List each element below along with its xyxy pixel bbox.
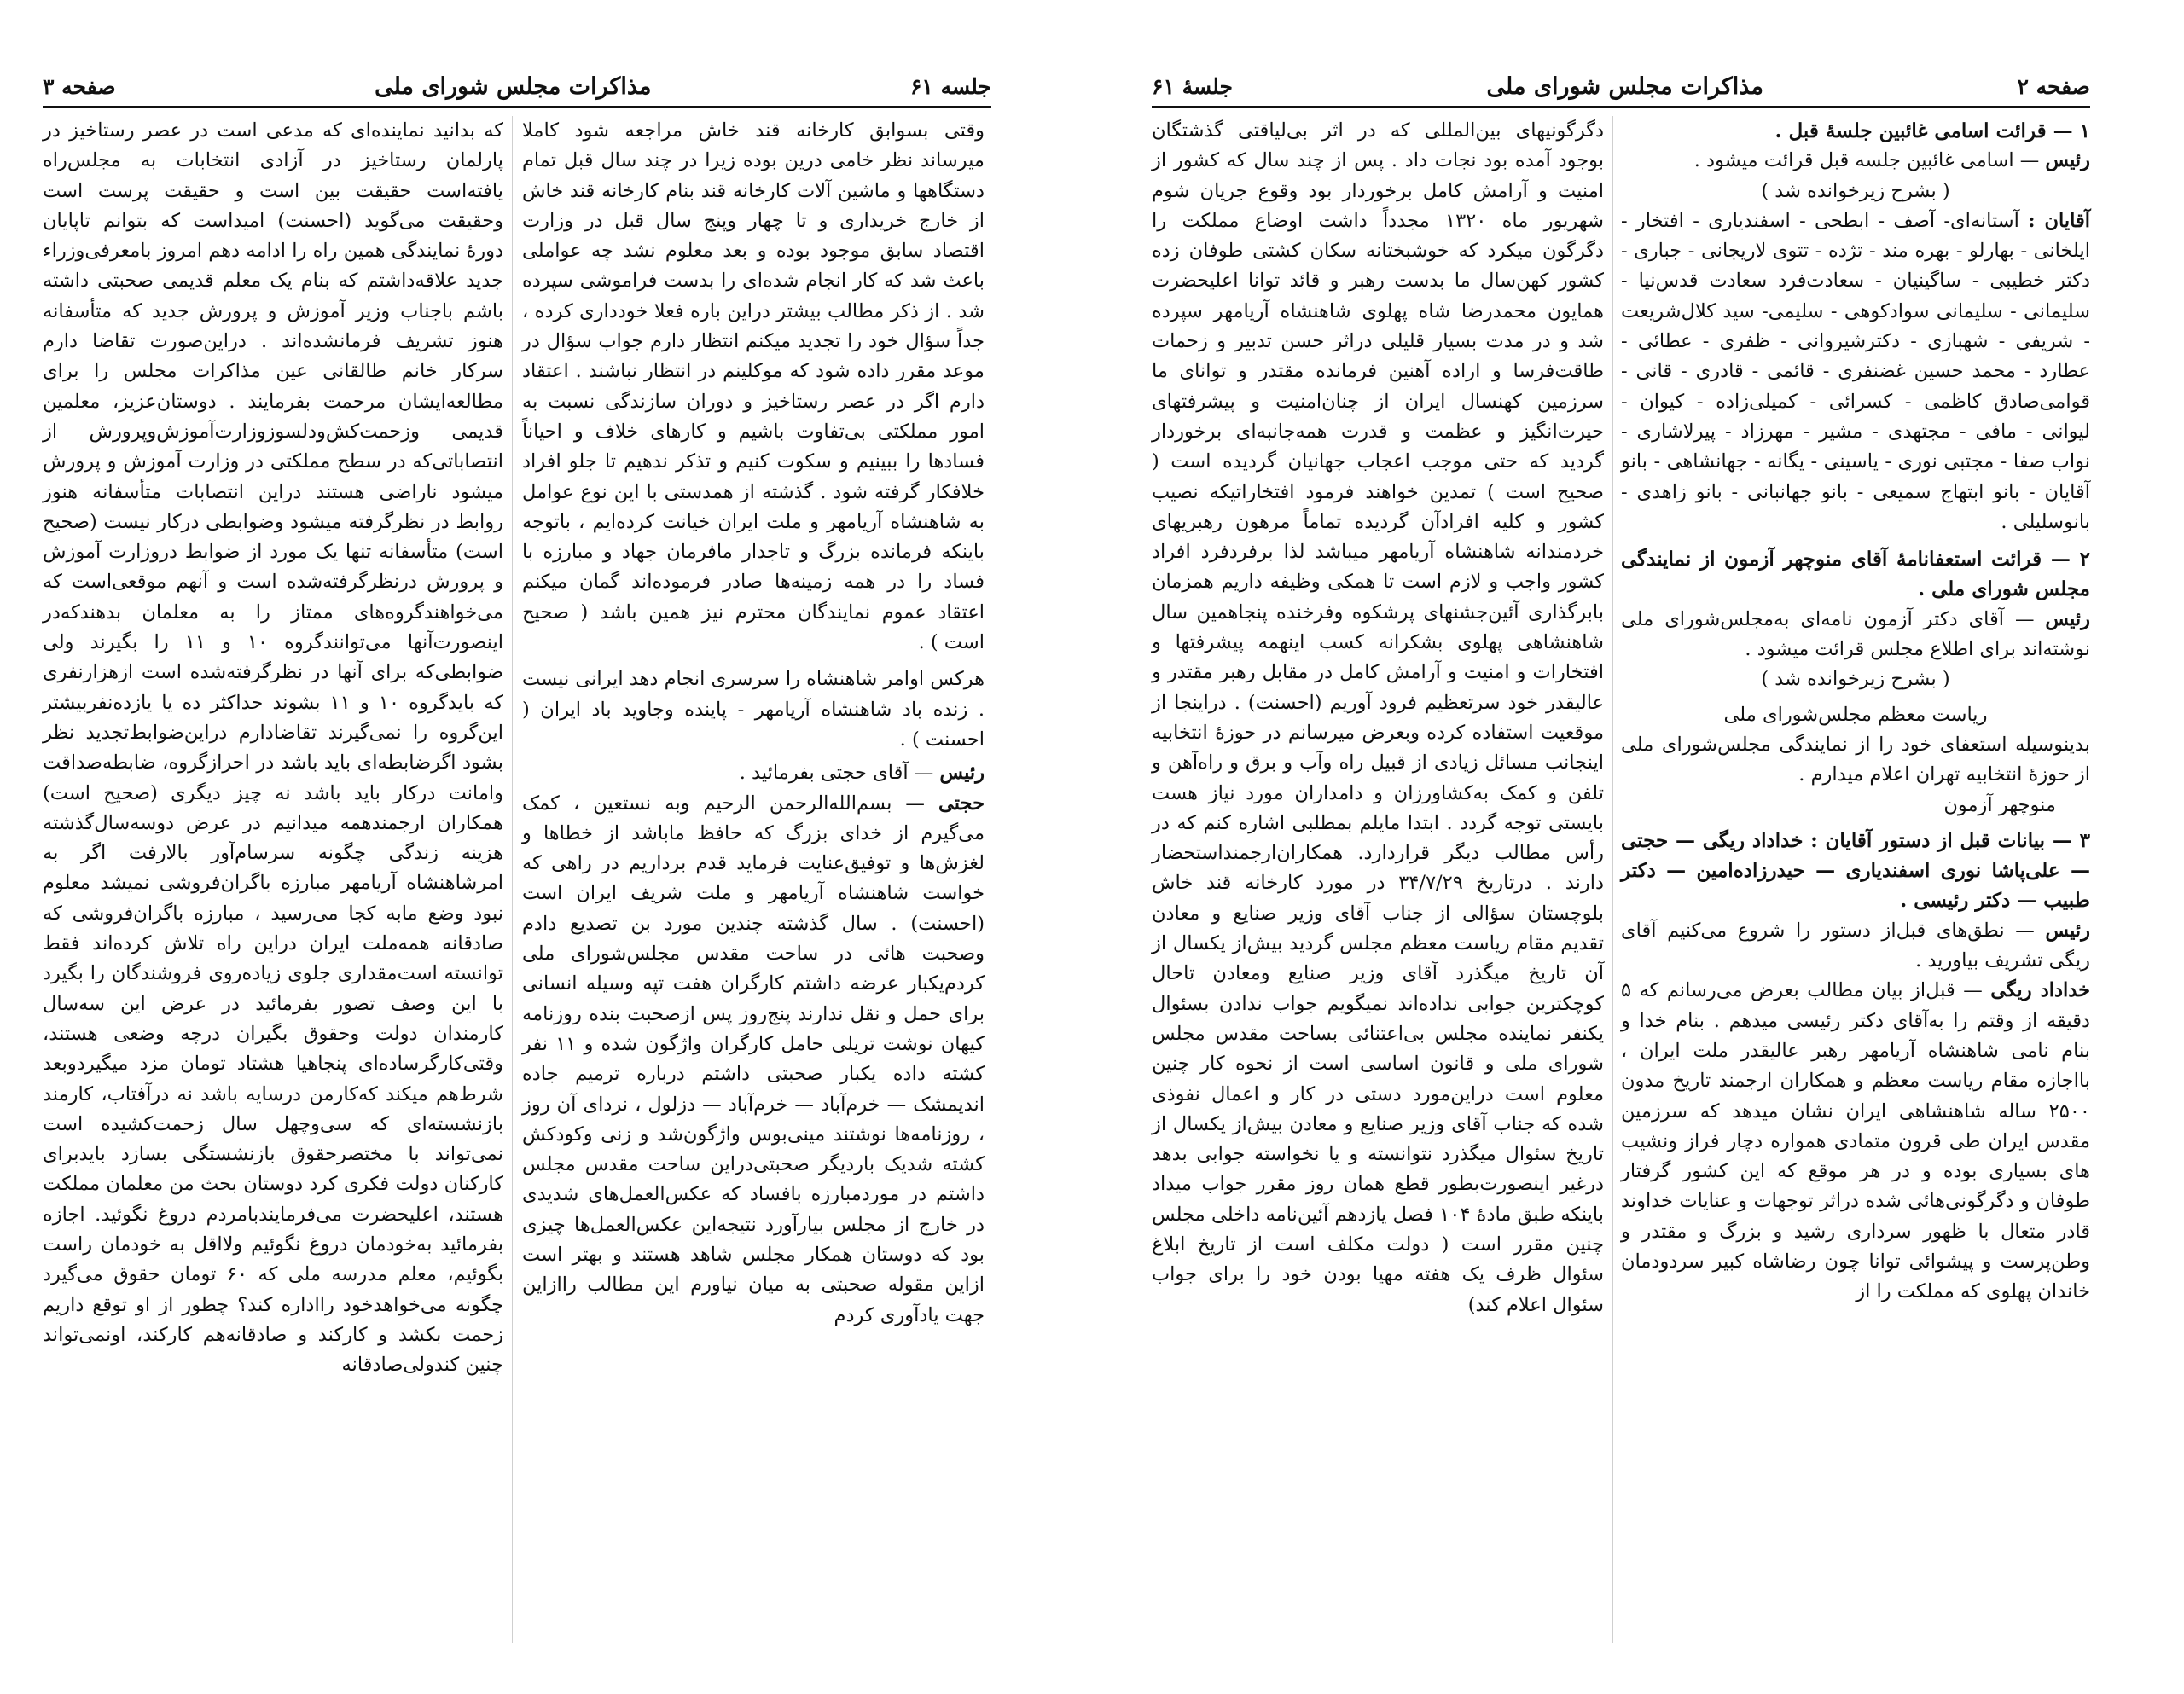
speaker-name: رئیس <box>2045 607 2091 630</box>
right-page-right-column <box>1621 116 2090 1308</box>
section-heading: ۱ — قرائت اسامی غائبین جلسهٔ قبل . <box>1774 119 2090 142</box>
left-session-label: جلسه ۶۱ <box>910 73 991 99</box>
reading-note: ( بشرح زیرخوانده شد ) <box>1761 668 1950 691</box>
letter-salutation: ریاست معظم مجلس‌شورای ملی <box>1723 703 1988 726</box>
right-session-label: جلسهٔ ۶۱ <box>1152 73 1234 99</box>
speaker-text: — آقای دکتر آزمون نامه‌ای به‌مجلس‌شورای ملی نوشته‌اند برای اطلاع مجلس قرائت میشود . <box>1621 607 2090 661</box>
left-page-number: صفحه ۳ <box>43 73 116 99</box>
letter-body: بدینوسیله استعفای خود را از نمایندگی مجلس‌شورای ملی از حوزهٔ انتخابیه تهران اعلام میدارم . <box>1621 733 2090 786</box>
right-page-left-column <box>1152 116 1604 1320</box>
speaker-name: رئیس <box>2045 919 2090 942</box>
column-divider <box>1612 116 1613 1643</box>
speaker-line <box>1621 605 2090 665</box>
paragraph: وقتی بسوابق کارخانه قند خاش مراجعه شود کاملا میرساند نظر خامی درین بوده زیرا در چند سال قبل تمام دستگاهها و ماشین آلات کارخانه قند بنام کارخانه قند خاش از خارج خریداری و تا چهار وپنج سال قبل در وزارت اقتصاد سابق موجود بوده و بعد معلوم نشد چه عواملی باعث شد که کار انجام شده‌ای را بدست فراموشی سپرده شد . از ذکر مطالب بیشتر دراین باره فعلا خودداری کرده ، جداً سؤال خود را تجدید میکنم انتظار دارم جواب سؤال در موعد مقرر داده شود که موکلینم در انتظار نباشند . اعتقاد دارم اگر در عصر رستاخیز و دوران سازندگی نسبت به امور مملکتی بی‌تفاوت باشیم و کارهای خلاف و احیاناً فسادها را ببینیم و سکوت کنیم و تذکر ندهیم تا جلو افراد خلافکار گرفته شود . گذشته از همدستی با این نوع عوامل به شاهنشاه آریامهر و ملت ایران خیانت کرده‌ایم ، باتوجه باینکه فرمانده بزرگ و تاجدار مافرمان جهاد و مبارزه با فساد را در همه زمینه‌ها صادر فرموده‌اند گمان میکنم اعتقاد عموم نمایندگان محترم نیز همین باشد ( صحیح است ) . <box>522 119 985 654</box>
paragraph: هرکس اوامر شاهنشاه را سرسری انجام دهد ایرانی نیست . زنده باد شاهنشاه آریامهر - پاینده وجاوید باد ایران ( احسنت ) . <box>522 668 985 751</box>
left-page-header <box>43 67 991 108</box>
column-divider <box>512 116 513 1643</box>
speaker-name: خداداد ریگی <box>1990 979 2091 1002</box>
absentees-list: آستانه‌ای- آصف - ابطحی - اسفندیاری - افتخار - ایلخانی - بهارلو - بهره مند - تژده - تتوی لاریجانی - جباری - دکتر خطیبی - ساگینیان - سعادت‌فرد سعادت قدس‌نیا - سلیمانی - سلیمانی سوادکوهی - سلیمی- سید کلال‌شریعت - شریفی - شهبازی - دکترشیروانی - ظفری - عطائی - عطارد - محمد حسین غضنفری - قائمی - قادری - قانی - قوامی‌صادق کاظمی - کسرائی - کمیلی‌زاده - کیوان - لیوانی - مافی - مجتهدی - مشیر - مهرزاد - پیرلاشاری - نواب صفا - مجتبی نوری - یاسینی - یگانه - جهانشاهی - بانو آقایان - بانو ابتهاج سمیعی - بانو جهانبانی - بانو زاهدی - بانوسلیلی . <box>1621 209 2090 533</box>
speaker-line <box>522 789 985 1331</box>
speaker-text: — اسامی غائبین جلسه قبل قرائت میشود . <box>1693 149 2040 172</box>
speaker-text: — قبل‌از بیان مطالب بعرض می‌رسانم که ۵ دقیقه از وقتم را به‌آقای دکتر رئیسی میدهم . بنام خدا و بنام نامی شاهنشاه آریامهر رهبر عالیقدر ملت ایران ، بااجازه مقام ریاست معظم و همکاران ارجمند تاریخ مدون ۲۵۰۰ ساله شاهنشاهی ایران نشان میدهد که سرزمین مقدس ایران طی قرون متمادی همواره دچار فراز ونشیب های بسیاری بوده و در هر موقع که این کشور گرفتار طوفان و دگرگونی‌هائی شده دراثر توجهات و عنایات خداوند قادر متعال با ظهور سرداری رشید و بزرگ و مقتدر و وطن‌پرست و پیشوائی توانا چون رضاشاه کبیر سردودمان خاندان پهلوی که مملکت را از <box>1621 979 2090 1303</box>
speaker-name: حجتی <box>938 792 985 815</box>
left-page-left-column <box>43 116 503 1380</box>
right-page-number: صفحه ۲ <box>2017 73 2090 99</box>
right-page-header <box>1152 67 2090 108</box>
paragraph: که بدانید نماینده‌ای که مدعی است در عصر رستاخیز در پارلمان رستاخیز در آزادی انتخابات به مجلس‌راه یافته‌است حقیقت بین است و حقیقت پرست است وحقیقت می‌گوید (احسنت) امیداست که بتوانم تاپایان دورهٔ نمایندگی همین راه را ادامه دهم امروز بامعرفی‌وزراء جدید علاقه‌داشتم که بنام یک معلم قدیمی صحبتی داشته باشم باجناب وزیر آموزش و پرورش جدید که متأسفانه هنوز تشریف فرمانشده‌اند . دراین‌صورت تقاضا دارم سرکار خانم طالقانی عین مذاکرات مجلس را برای مطالعه‌ایشان مرحمت بفرمایند . دوستان‌عزیز، معلمین قدیمی وزحمت‌کش‌ودلسوزوزارت‌آموزش‌وپرورش از انتصاباتی‌که در سطح مملکتی در وزارت آموزش و پرورش میشود ناراضی هستند دراین انتصابات متأسفانه هنوز روابط در نظرگرفته میشود وضوابطی درکار نیست (صحیح است) متأسفانه تنها یک مورد از ضوابط دروزارت آموزش و پرورش درنظرگرفته‌شده است و آنهم موقعی‌است که می‌خواهندگروه‌های ممتاز را به معلمان بدهندکه‌در اینصورت‌آنها می‌توانندگروه ۱۰ و ۱۱ را بگیرند ولی ضوابطی‌که برای آنها در نظرگرفته‌شده است ازهزارنفری که بایدگروه ۱۰ و ۱۱ بشوند حداکثر ده یا یازده‌نفربیشتر این‌گروه را نمی‌گیرند تقاضادارم دراین‌ضوابط‌تجدید نظر بشود اگرضابطه‌ای باید باشد در احرازگروه، ضابطه‌صداقت وامانت درکار باید باشد نه چیز دیگری (صحیح است) همکاران ارجمندهمه میدانیم در عرض دوسه‌سال‌گذشته هزینه زندگی چگونه سرسام‌آور بالارفت اگر به امرشاهنشاه آریامهر مبارزه باگران‌فروشی نمیشد معلوم نبود وضع مابه کجا می‌رسید ، مبارزه باگران‌فروشی که صادقانه همه‌ملت ایران دراین راه تلاش کرده‌اند فقط توانسته است‌مقداری جلوی زیاده‌روی فروشندگان را بگیرد با این وصف تصور بفرمائید در عرض این سه‌سال کارمندان دولت وحقوق بگیران درچه وضعی هستند، وقتی‌کارگرساده‌ای پنجاهیا هشتاد تومان مزد میگیردوبعد شرط‌هم میکند که‌کارمن درسایه باشد نه درآفتاب، کارمند بازنشسته‌ای که سی‌وچهل سال زحمت‌کشیده است نمی‌تواند با مختصرحقوق بازنشستگی بسازد بایدبرای کارکنان دولت فکری کرد دوستان بحث من معلمان مملکت هستند، اعلیحضرت می‌فرمایندبامردم دروغ نگوئید. اجازه بفرمائید به‌خودمان دروغ نگوئیم ولااقل به خودمان راست بگوئیم، معلم مدرسه ملی که ۶۰ تومان حقوق می‌گیرد چگونه می‌خواهدخود رااداره کند؟ چطور از او توقع داریم زحمت بکشد و کارکند و صادقانه‌هم کارکند، اونمی‌تواند چنین کندولی‌صادقانه <box>43 119 504 1377</box>
section-heading: ۲ — قرائت استعفانامهٔ آقای منوچهر آزمون از نمایندگی مجلس شورای ملی . <box>1621 548 2090 601</box>
speaker-text: — نطق‌های قبل‌از دستور را شروع می‌کنیم آقای ریگی تشریف بیاورید . <box>1621 919 2090 972</box>
speaker-text: — بسم‌الله‌الرحمن الرحیم وبه نستعین ، کمک می‌گیرم از خدای بزرگ که حافظ ماباشد از خطاها و لغزش‌ها و توفیق‌عنایت فرماید قدم برداریم در راهی که خواست شاهنشاه آریامهر و ملت شریف ایران است (احسنت) . سال گذشته چندین مورد بن تصدیع دادم وصحبت هائی در ساحت مقدس مجلس‌شورای ملی کردم‌یکبار عرضه داشتم کارگران هفت تپه وسیله انسانی برای حمل و نقل ندارند پنج‌روز پس ازصحبت بنده روزنامه کیهان نوشت تریلی حامل کارگران واژگون شده و ۱۱ نفر کشته داده یکبار صحبتی داشتم درباره ترمیم جاده اندیمشک — خرم‌آباد — خرم‌آباد — دزلول ، نردای آن روز ، روزنامه‌ها نوشتند مینی‌بوس واژگون‌شد و زنی وکودکش کشته شدیک باردیگر صحبتی‌دراین ساحت مقدس مجلس داشتم در موردمبارزه بافساد که عکس‌العمل‌های شدیدی در خارج از مجلس بیارآورد نتیجه‌این عکس‌العمل‌ها چیزی بود که دوستان همکار مجلس شاهد هستند و بهتر است ازاین مقوله صحبتی به میان نیاورم این مطالب راازاین جهت یادآوری کردم <box>522 792 985 1326</box>
speaker-line <box>1621 146 2090 176</box>
absentees-paragraph <box>1621 206 2090 537</box>
right-header-title: مذاکرات مجلس شورای ملی <box>1486 73 1763 100</box>
speaker-line <box>522 758 985 788</box>
section-heading: ۳ — بیانات قبل از دستور آقایان : خداداد ریگی — حجتی — علی‌پاشا نوری اسفندیاری — حیدرزاده‌امین — دکتر طبیب — دکتر رئیسی . <box>1621 828 2090 913</box>
letter-signature: منوچهر آزمون <box>1943 793 2056 816</box>
speaker-name: رئیس <box>939 762 985 785</box>
right-page <box>1109 0 2184 1694</box>
speaker-line <box>1621 976 2090 1307</box>
left-header-title: مذاکرات مجلس شورای ملی <box>375 73 652 100</box>
left-page <box>0 0 1083 1694</box>
absentees-label: آقایان : <box>2028 209 2090 232</box>
speaker-name: رئیس <box>2045 149 2090 172</box>
left-page-right-column <box>522 116 985 1331</box>
reading-note: ( بشرح زیرخوانده شد ) <box>1761 179 1950 202</box>
speaker-text: — آقای حجتی بفرمائید . <box>739 762 934 785</box>
paragraph: دگرگونیهای بین‌المللی که در اثر بی‌لیاقتی گذشتگان بوجود آمده بود نجات داد . پس از چند سال که کشور از امنیت و آرامش کامل برخوردار بود وقوع جریان شوم شهریور ماه ۱۳۲۰ مجدداً داشت اوضاع مملکت را دگرگون میکرد که خوشبختانه سکان کشتی طوفان زده کشور کهن‌سال ما بدست رهبر و قائد توانا اعلیحضرت همایون محمدرضا شاه پهلوی شاهنشاه آریامهر سپرده شد و در مدت بسیار قلیلی دراثر حسن تدبیر و زحمات طاقت‌فرسا و اراده آهنین فرمانده مقتدر و توانای ما سرزمین کهنسال ایران از چنان‌امنیت و پیشرفتهای حیرت‌انگیز و عظمت و قدرت همه‌جانبه‌ای برخوردار گردید که حتی موجب اعجاب جهانیان گردیده است ( صحیح است ) تمدین خواهند فرمود افتخاراتیکه نصیب کشور و کلیه افرادآن گردیده تماماً مرهون رهبریهای خردمندانه شاهنشاه آریامهر میباشد لذا برفردفرد افراد کشور واجب و لازم است تا همکی وظیفه داریم همزمان بابرگذاری آئین‌جشنهای پرشکوه وفرخنده پنجاهمین سال شاهنشاهی پهلوی بشکرانه کسب اینهمه پیشرفتها و افتخارات و امنیت و آرامش کامل در مقابل رهبر مقتدر و عالیقدر خود سرتعظیم فرود آوریم (احسنت) . دراینجا از موقعیت استفاده کرده وبعرض میرسانم در حوزهٔ انتخابیه اینجانب مسائل زیادی از قبیل راه وآب و برق و راه‌آهن و تلفن و کمک به‌کشاورزان و دامداران مورد نیاز هست بایستی توجه گردد . ابتدا مایلم بمطلبی اشاره کنم که در رأس مطالب دیگر قراردارد. همکاران‌ارجمنداستحضار دارند . درتاریخ ۳۴/۷/۲۹ در مورد کارخانه قند خاش بلوچستان سؤالی از جناب آقای وزیر صنایع و معادن تقدیم مقام ریاست معظم مجلس گردید بیش‌از یکسال از آن تاریخ میگذرد آقای وزیر صنایع ومعادن تاحال کوچکترین جوابی نداده‌اند نمیگویم جواب ندادن بسئوال یکنفر نماینده مجلس بی‌اعتنائی بساحت مقدس مجلس شورای ملی و قانون اساسی است از نحوه کار چنین معلوم است دراین‌مورد دستی در کار و اعمال نفوذی شده که جناب آقای وزیر صنایع و معادن بیش‌از یکسال از تاریخ سئوال میگذرد نتوانسته و یا نخواسته جوابی بدهد درغیر اینصورت‌بطور قطع همان روز مقرر جواب میداد باینکه طبق مادهٔ ۱۰۴ فصل یازدهم آئین‌نامه داخلی مجلس چنین مقرر است ( دولت مکلف است از تاریخ ابلاغ سئوال ظرف یک هفته مهیا بودن خود را برای جواب سئوال اعلام کند) <box>1152 119 1605 1316</box>
speaker-line <box>1621 916 2090 977</box>
